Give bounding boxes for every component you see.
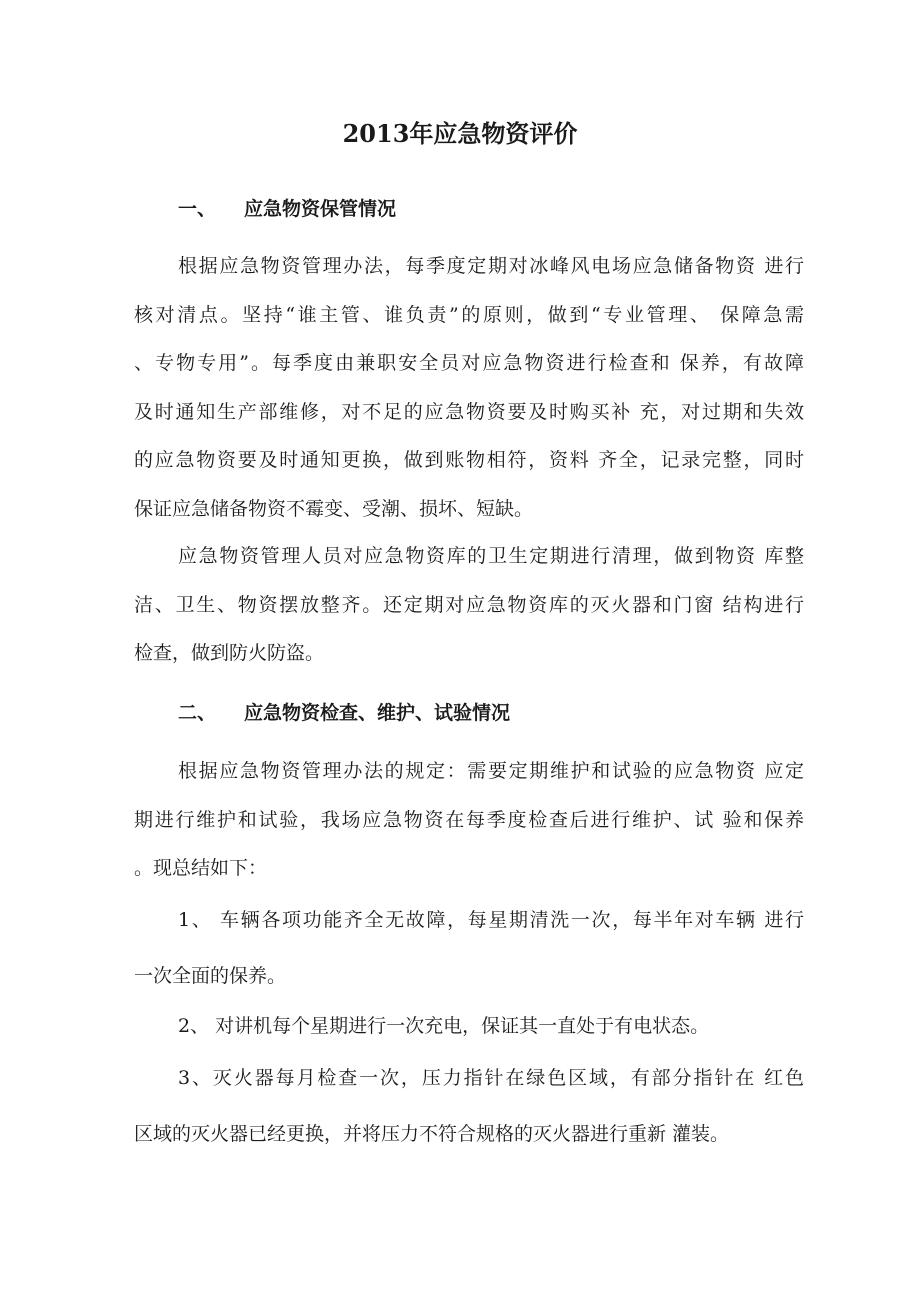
section-title: 应急物资检查、维护、试验情况 bbox=[244, 702, 511, 724]
paragraph-line: 期进行维护和试验，我场应急物资在每季度检查后进行维护、试 验和保养 bbox=[134, 808, 804, 831]
list-item bbox=[134, 998, 804, 1054]
list-item-line: 2、 对讲机每个星期进行一次充电，保证其一直处于有电状态。 bbox=[178, 1015, 710, 1037]
paragraph-line: 。现总结如下： bbox=[134, 857, 268, 879]
section-heading bbox=[178, 698, 510, 728]
section-heading bbox=[178, 194, 396, 224]
list-item-line: 一次全面的保养。 bbox=[134, 965, 287, 987]
paragraph bbox=[134, 747, 804, 893]
list-item-line: 区域的灭火器已经更换，并将压力不符合规格的灭火器进行重新 灌装。 bbox=[134, 1123, 730, 1145]
section-number: 一、 bbox=[178, 198, 217, 220]
paragraph-line: 检查，做到防火防盗。 bbox=[134, 642, 325, 664]
list-item bbox=[134, 892, 804, 1004]
paragraph-line: 、专物专用”。每季度由兼职安全员对应急物资进行检查和 保养，有故障 bbox=[134, 352, 804, 374]
document-title: 2013年应急物资评价 bbox=[342, 119, 578, 148]
section-title: 应急物资保管情况 bbox=[244, 198, 397, 220]
section-number: 二、 bbox=[178, 702, 217, 724]
paragraph bbox=[134, 242, 804, 533]
list-item bbox=[134, 1050, 804, 1162]
paragraph-line: 的应急物资要及时通知更换，做到账物相符，资料 齐全，记录完整，同时 bbox=[134, 449, 804, 471]
paragraph-line: 根据应急物资管理办法的规定：需要定期维护和试验的应急物资 应定 bbox=[178, 760, 804, 782]
paragraph-line: 保证应急储备物资不霉变、受潮、损坏、短缺。 bbox=[134, 497, 534, 520]
paragraph-line: 核对清点。坚持“谁主管、谁负责”的原则，做到“专业管理、 保障急需 bbox=[134, 303, 804, 326]
paragraph-line: 洁、卫生、物资摆放整齐。还定期对应急物资库的灭火器和门窗 结构进行 bbox=[134, 593, 804, 616]
paragraph-line: 及时通知生产部维修，对不足的应急物资要及时购买补 充，对过期和失效 bbox=[134, 400, 804, 423]
list-item-line: 1、 车辆各项功能齐全无故障，每星期清洗一次，每半年对车辆 进行 bbox=[178, 909, 804, 931]
paragraph-line: 根据应急物资管理办法，每季度定期对冰峰风电场应急储备物资 进行 bbox=[178, 255, 804, 277]
paragraph-line: 应急物资管理人员对应急物资库的卫生定期进行清理，做到物资 库整 bbox=[178, 545, 804, 567]
list-item-line: 3、灭火器每月检查一次，压力指针在绿色区域，有部分指针在 红色 bbox=[178, 1067, 804, 1089]
paragraph bbox=[134, 532, 804, 678]
